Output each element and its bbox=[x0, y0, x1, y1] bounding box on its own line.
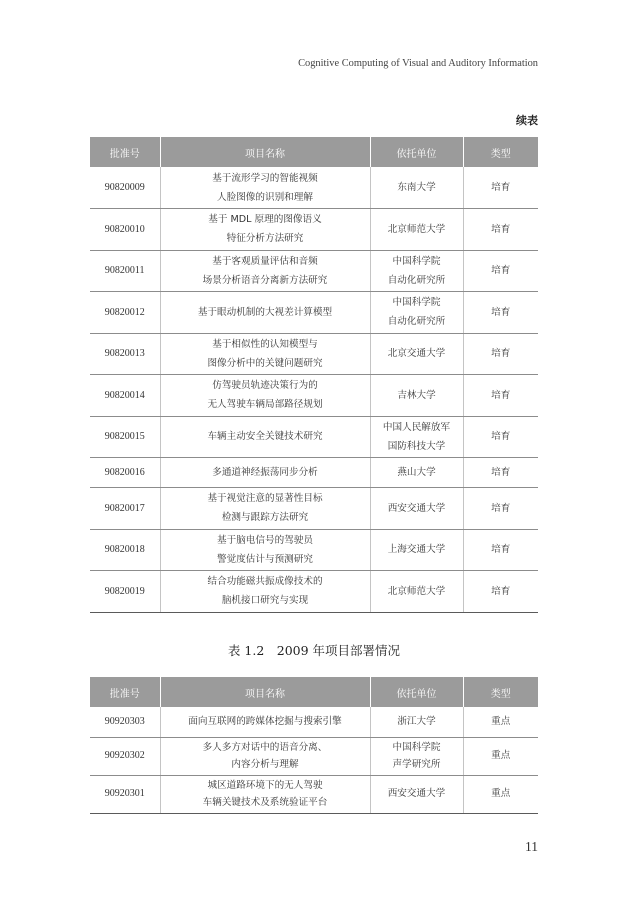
project-name-line: 面向互联网的跨媒体挖掘与搜索引擎 bbox=[188, 716, 342, 727]
host-institution-line: 中国人民解放军 bbox=[382, 421, 451, 433]
project-name-cell bbox=[160, 333, 370, 375]
host-institution-line: 东南大学 bbox=[397, 182, 436, 193]
approval-number-cell: 90820013 bbox=[90, 333, 160, 375]
project-name-cell bbox=[160, 571, 370, 613]
column-header-project-type: 类型 bbox=[463, 137, 538, 167]
host-institution-line: 吉林大学 bbox=[397, 389, 436, 401]
project-table-2009 bbox=[90, 677, 538, 814]
host-institution-line: 燕山大学 bbox=[397, 467, 436, 478]
project-type-cell: 培育 bbox=[463, 375, 538, 417]
project-type-cell: 培育 bbox=[463, 250, 538, 292]
table-header-row bbox=[90, 677, 538, 707]
approval-number-cell: 90820019 bbox=[90, 571, 160, 613]
project-name-line: 基于视觉注意的显著性目标 bbox=[207, 493, 323, 505]
host-institution-cell bbox=[370, 488, 463, 530]
project-name-cell bbox=[160, 250, 370, 292]
table-continued-label: 续表 bbox=[516, 114, 538, 127]
project-name-line: 车辆关键技术及系统验证平台 bbox=[202, 797, 328, 808]
project-name-line: 图像分析中的关键问题研究 bbox=[207, 357, 323, 369]
approval-number-cell: 90820011 bbox=[90, 250, 160, 292]
project-name-line: 城区道路环境下的无人驾驶 bbox=[207, 779, 323, 791]
project-type-cell: 培育 bbox=[463, 458, 538, 488]
table-row bbox=[90, 416, 538, 458]
project-name-line: 多通道神经振荡同步分析 bbox=[212, 467, 318, 478]
host-institution-cell bbox=[370, 416, 463, 458]
table-row bbox=[90, 375, 538, 417]
column-header-project-name: 项目名称 bbox=[160, 677, 370, 707]
table-row bbox=[90, 737, 538, 775]
project-name-line: 多人多方对话中的语音分离、 bbox=[202, 741, 328, 753]
host-institution-cell bbox=[370, 571, 463, 613]
project-name-cell bbox=[160, 209, 370, 251]
project-type-cell: 重点 bbox=[463, 737, 538, 775]
project-name-line: 基于客观质量评估和音频 bbox=[212, 255, 318, 267]
table-row bbox=[90, 209, 538, 251]
page-number: 11 bbox=[525, 839, 538, 854]
project-name-cell bbox=[160, 775, 370, 813]
host-institution-cell bbox=[370, 333, 463, 375]
approval-number-cell: 90820010 bbox=[90, 209, 160, 251]
project-name-cell bbox=[160, 458, 370, 488]
host-institution-line: 中国科学院 bbox=[392, 741, 441, 753]
project-name-cell bbox=[160, 737, 370, 775]
column-header-approval-number: 批准号 bbox=[90, 137, 160, 167]
table-row bbox=[90, 292, 538, 334]
project-name-line: 结合功能磁共振成像技术的 bbox=[207, 576, 323, 588]
table-row bbox=[90, 571, 538, 613]
table-row bbox=[90, 167, 538, 209]
project-name-line: 内容分析与理解 bbox=[231, 759, 299, 770]
project-table-continued bbox=[90, 137, 538, 613]
column-header-project-type: 类型 bbox=[463, 677, 538, 707]
project-name-line: 基于相似性的认知模型与 bbox=[212, 338, 318, 350]
column-header-approval-number: 批准号 bbox=[90, 677, 160, 707]
table-caption: 表 1.2 2009 年项目部署情况 bbox=[227, 643, 401, 658]
host-institution-cell bbox=[370, 250, 463, 292]
column-header-host-institution: 依托单位 bbox=[370, 677, 463, 707]
host-institution-line: 浙江大学 bbox=[397, 716, 436, 727]
host-institution-line: 自动化研究所 bbox=[387, 316, 446, 328]
host-institution-line: 国防科技大学 bbox=[387, 440, 446, 452]
host-institution-cell bbox=[370, 707, 463, 737]
project-name-line: 检测与跟踪方法研究 bbox=[221, 512, 309, 524]
host-institution-cell bbox=[370, 458, 463, 488]
project-name-cell bbox=[160, 488, 370, 530]
project-name-line: 车辆主动安全关键技术研究 bbox=[207, 431, 323, 443]
project-name-cell bbox=[160, 292, 370, 334]
host-institution-cell bbox=[370, 209, 463, 251]
table-body bbox=[90, 167, 538, 612]
table-row bbox=[90, 775, 538, 813]
project-name-cell bbox=[160, 529, 370, 571]
project-name-line: 基于眼动机制的大视差计算模型 bbox=[197, 306, 333, 318]
project-name-line: 仿驾驶员轨迹决策行为的 bbox=[212, 380, 318, 392]
approval-number-cell: 90920302 bbox=[90, 737, 160, 775]
project-name-line: 脑机接口研究与实现 bbox=[221, 595, 309, 607]
table-row bbox=[90, 529, 538, 571]
project-name-line: 场景分析语音分离新方法研究 bbox=[202, 274, 328, 286]
project-type-cell: 重点 bbox=[463, 707, 538, 737]
approval-number-cell: 90920303 bbox=[90, 707, 160, 737]
host-institution-line: 西安交通大学 bbox=[387, 788, 446, 800]
host-institution-line: 北京师范大学 bbox=[387, 585, 446, 597]
approval-number-cell: 90820017 bbox=[90, 488, 160, 530]
host-institution-cell bbox=[370, 529, 463, 571]
host-institution-cell bbox=[370, 167, 463, 209]
host-institution-line: 中国科学院 bbox=[392, 255, 441, 267]
approval-number-cell: 90820012 bbox=[90, 292, 160, 334]
project-name-line: 基于流形学习的智能视频 bbox=[212, 172, 318, 184]
project-type-cell: 培育 bbox=[463, 488, 538, 530]
table-row bbox=[90, 488, 538, 530]
host-institution-line: 自动化研究所 bbox=[387, 274, 446, 286]
approval-number-cell: 90920301 bbox=[90, 775, 160, 813]
host-institution-cell bbox=[370, 775, 463, 813]
host-institution-cell bbox=[370, 292, 463, 334]
table-row bbox=[90, 250, 538, 292]
project-name-cell bbox=[160, 416, 370, 458]
column-header-project-name: 项目名称 bbox=[160, 137, 370, 167]
approval-number-cell: 90820018 bbox=[90, 529, 160, 571]
host-institution-line: 北京交通大学 bbox=[387, 348, 446, 360]
host-institution-line: 声学研究所 bbox=[392, 759, 441, 770]
host-institution-line: 北京师范大学 bbox=[387, 223, 446, 235]
table-header-row bbox=[90, 137, 538, 167]
approval-number-cell: 90820009 bbox=[90, 167, 160, 209]
project-name-line: 基于 MDL 原理的图像语义 bbox=[208, 214, 322, 226]
column-header-host-institution: 依托单位 bbox=[370, 137, 463, 167]
project-name-line: 人脸图像的识别和理解 bbox=[217, 191, 313, 203]
project-type-cell: 重点 bbox=[463, 775, 538, 813]
project-type-cell: 培育 bbox=[463, 416, 538, 458]
host-institution-line: 上海交通大学 bbox=[387, 544, 446, 556]
table-row bbox=[90, 458, 538, 488]
project-name-cell bbox=[160, 375, 370, 417]
table-body bbox=[90, 707, 538, 813]
project-name-cell bbox=[160, 167, 370, 209]
host-institution-line: 中国科学院 bbox=[392, 297, 441, 309]
table-row bbox=[90, 707, 538, 737]
host-institution-cell bbox=[370, 737, 463, 775]
approval-number-cell: 90820014 bbox=[90, 375, 160, 417]
running-header: Cognitive Computing of Visual and Auditory Information bbox=[298, 58, 538, 69]
project-name-line: 特征分析方法研究 bbox=[226, 233, 304, 245]
project-name-line: 警觉度估计与预测研究 bbox=[217, 553, 313, 565]
project-name-line: 无人驾驶车辆局部路径规划 bbox=[207, 399, 323, 411]
host-institution-cell bbox=[370, 375, 463, 417]
project-name-cell bbox=[160, 707, 370, 737]
project-type-cell: 培育 bbox=[463, 529, 538, 571]
project-type-cell: 培育 bbox=[463, 167, 538, 209]
table-row bbox=[90, 333, 538, 375]
approval-number-cell: 90820016 bbox=[90, 458, 160, 488]
project-type-cell: 培育 bbox=[463, 333, 538, 375]
host-institution-line: 西安交通大学 bbox=[387, 502, 446, 514]
project-type-cell: 培育 bbox=[463, 571, 538, 613]
project-type-cell: 培育 bbox=[463, 209, 538, 251]
approval-number-cell: 90820015 bbox=[90, 416, 160, 458]
project-type-cell: 培育 bbox=[463, 292, 538, 334]
project-name-line: 基于脑电信号的驾驶员 bbox=[217, 534, 313, 546]
